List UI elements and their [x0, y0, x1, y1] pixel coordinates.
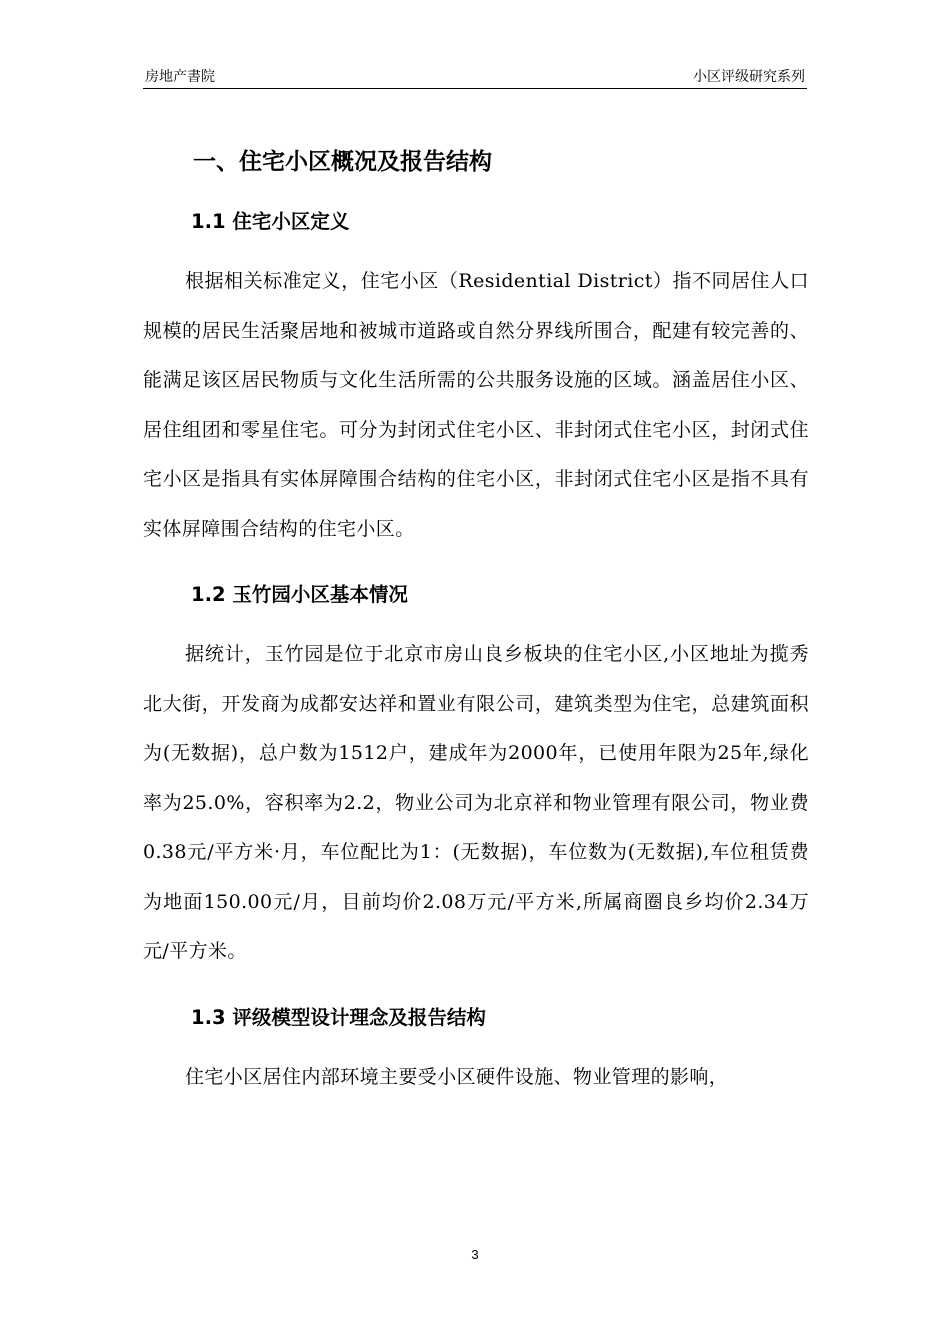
page-header	[143, 62, 807, 89]
page-number: 3	[471, 1247, 479, 1262]
section-heading-1-2: 1.2 玉竹园小区基本情况	[191, 583, 408, 606]
section-paragraph-1-1: 根据相关标准定义，住宅小区（Residential District）指不同居住人口规模的居民生活聚居地和被城市道路或自然分界线所围合，配建有较完善的、能满足该区居民物质与文化生活所需的公共服务设施的区域。涵盖居住小区、居住组团和零星住宅。可分为封闭式住宅小区、非封闭式住宅小区，封闭式住宅小区是指具有实体屏障围合结构的住宅小区，非封闭式住宅小区是指不具有实体屏障围合结构的住宅小区。	[143, 270, 809, 540]
section-heading-1-1: 1.1 住宅小区定义	[191, 210, 350, 233]
document-body	[143, 138, 809, 1102]
section-paragraph-1-2: 据统计，玉竹园是位于北京市房山良乡板块的住宅小区,小区地址为揽秀北大街，开发商为成都安达祥和置业有限公司，建筑类型为住宅，总建筑面积为(无数据)，总户数为1512户，建成年为2000年，已使用年限为25年,绿化率为25.0%，容积率为2.2，物业公司为北京祥和物业管理有限公司，物业费0.38元/平方米·月，车位配比为1：(无数据)，车位数为(无数据),车位租赁费为地面150.00元/月，目前均价2.08万元/平方米,所属商圈良乡均价2.34万元/平方米。	[143, 643, 809, 962]
header-publisher: 房地产書院	[145, 69, 215, 85]
chapter-title: 一、住宅小区概况及报告结构	[193, 149, 492, 175]
section-paragraph-1-3: 住宅小区居住内部环境主要受小区硬件设施、物业管理的影响，	[185, 1065, 729, 1088]
header-series-title: 小区评级研究系列	[693, 69, 805, 85]
section-heading-1-3: 1.3 评级模型设计理念及报告结构	[191, 1005, 486, 1029]
